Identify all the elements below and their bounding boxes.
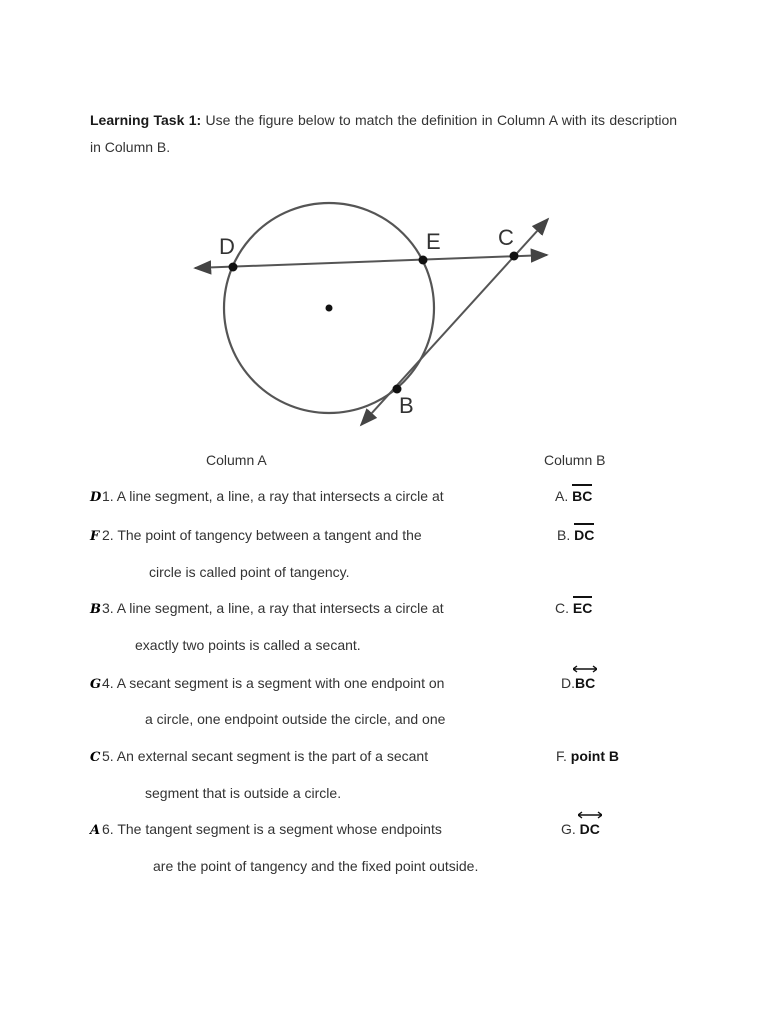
option-letter: F.	[556, 748, 567, 764]
option-d	[561, 675, 595, 691]
point-b-text: point B	[570, 748, 619, 764]
item-text: 6. The tangent segment is a segment whose endpoints	[102, 821, 442, 837]
point-c	[510, 252, 519, 261]
item-3	[90, 600, 444, 617]
option-letter: A.	[555, 488, 569, 504]
option-b	[557, 527, 594, 543]
option-letter: G.	[561, 821, 576, 837]
handwritten-answer: C	[90, 750, 101, 765]
handwritten-answer: G	[90, 677, 102, 692]
option-a	[555, 488, 592, 504]
line-dc	[580, 821, 600, 837]
segment-ec: EC	[572, 600, 593, 616]
center-point	[326, 305, 333, 312]
line-bc	[575, 675, 595, 691]
double-arrow-icon	[573, 665, 597, 673]
item-3-continued: exactly two points is called a secant.	[135, 637, 361, 653]
item-1	[90, 488, 444, 505]
item-text: 5. An external secant segment is the part of a secant	[102, 748, 429, 764]
line-bc-text: BC	[575, 675, 596, 691]
label-b: B	[399, 393, 414, 418]
item-text: 2. The point of tangency between a tangent and the	[102, 527, 422, 543]
column-b-header: Column B	[544, 452, 606, 468]
item-4	[90, 675, 444, 692]
segment-dc: DC	[574, 527, 595, 543]
label-d: D	[219, 234, 235, 259]
task-text: Use the figure below to match the definition in Column A with its description in Column B.	[90, 112, 678, 155]
tangent-line-bc	[361, 219, 548, 425]
circle-figure	[185, 190, 565, 435]
handwritten-answer: A	[90, 823, 101, 838]
item-text: 3. A line segment, a line, a ray that intersects a circle at	[102, 600, 444, 616]
label-c: C	[498, 225, 514, 250]
secant-line-dc	[195, 255, 547, 268]
option-letter: D.	[561, 675, 575, 691]
task-label: Learning Task 1:	[90, 112, 202, 128]
point-e	[419, 256, 428, 265]
label-e: E	[426, 229, 441, 254]
item-text: 1. A line segment, a line, a ray that intersects a circle at	[102, 488, 444, 504]
item-5-continued: segment that is outside a circle.	[145, 785, 342, 801]
double-arrow-icon	[578, 811, 602, 819]
column-a-header: Column A	[206, 452, 267, 468]
option-c	[555, 600, 592, 616]
segment-bc: BC	[572, 488, 593, 504]
option-letter: C.	[555, 600, 569, 616]
option-letter: B.	[557, 527, 571, 543]
instructions	[90, 107, 677, 161]
point-d	[229, 263, 238, 272]
handwritten-answer: D	[90, 490, 102, 505]
item-text: 4. A secant segment is a segment with one endpoint on	[102, 675, 445, 691]
item-2	[90, 527, 422, 544]
item-5	[90, 748, 428, 765]
option-g	[561, 821, 600, 837]
item-4-continued: a circle, one endpoint outside the circle, and one	[145, 711, 446, 727]
handwritten-answer: F	[90, 529, 100, 544]
item-6-continued: are the point of tangency and the fixed point outside.	[153, 858, 479, 874]
item-6	[90, 821, 442, 838]
option-f	[556, 748, 619, 764]
line-dc-text: DC	[579, 821, 600, 837]
item-2-continued: circle is called point of tangency.	[149, 564, 350, 580]
handwritten-answer: B	[90, 602, 101, 617]
